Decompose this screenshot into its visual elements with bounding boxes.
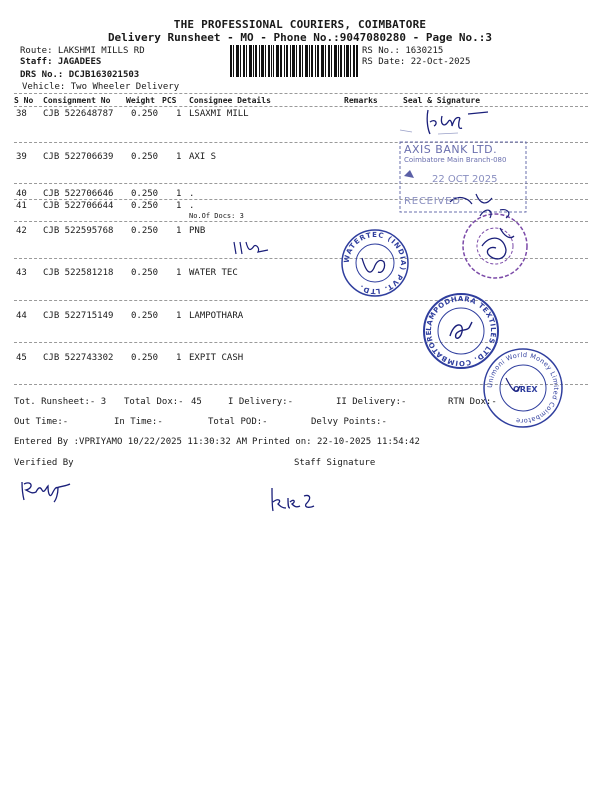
route: Route: LAKSHMI MILLS RD xyxy=(20,46,145,56)
col-pcs: PCS xyxy=(162,96,177,105)
row-sno: 43 xyxy=(16,268,27,278)
row-sno: 45 xyxy=(16,353,27,363)
row-sno: 42 xyxy=(16,226,27,236)
row-38-signature xyxy=(398,104,508,138)
row-pcs: 1 xyxy=(176,353,182,363)
row-weight: 0.250 xyxy=(131,268,159,278)
drs-no: DRS No.: DCJB163021503 xyxy=(20,70,140,80)
pnb-scribble xyxy=(232,238,272,258)
axis-bank-stamp xyxy=(398,140,528,214)
unimoni-ring-text: Unimoni World Money Limited Coimbatore xyxy=(485,350,561,426)
in-time: In Time:- xyxy=(114,417,163,427)
row-pcs: 1 xyxy=(176,152,182,162)
unimoni-stamp xyxy=(480,346,566,430)
row-consignee: PNB xyxy=(189,226,206,236)
out-time: Out Time:- xyxy=(14,417,69,427)
row-weight: 0.250 xyxy=(131,189,159,199)
col-remarks: Remarks xyxy=(344,96,378,105)
row-pcs: 1 xyxy=(176,189,182,199)
row-pcs: 1 xyxy=(176,201,182,211)
row-consignment: CJB 522595768 xyxy=(43,226,114,236)
unimoni-seal-graphic xyxy=(480,346,566,430)
watertec-stamp xyxy=(340,228,410,298)
staff-signature-label: Staff Signature xyxy=(294,458,376,468)
row-consignment: CJB 522706646 xyxy=(43,189,114,199)
row-weight: 0.250 xyxy=(131,353,159,363)
purple-seal-graphic xyxy=(460,206,530,280)
row-weight: 0.250 xyxy=(131,201,159,211)
watertec-ring-text: WATERTEC (INDIA) PVT. LTD. xyxy=(342,230,408,296)
row-note: No.Of Docs: 3 xyxy=(189,212,244,220)
row-pcs: 1 xyxy=(176,268,182,278)
row-consignment: CJB 522581218 xyxy=(43,268,114,278)
col-weight: Weight xyxy=(126,96,155,105)
row-pcs: 1 xyxy=(176,109,182,119)
row-weight: 0.250 xyxy=(131,152,159,162)
row-weight: 0.250 xyxy=(131,109,159,119)
col-sno: S No xyxy=(14,96,34,105)
rs-date: RS Date: 22-Oct-2025 xyxy=(362,57,471,67)
axis-date: 22 OCT 2025 xyxy=(432,174,498,185)
verified-by-label: Verified By xyxy=(14,458,74,468)
delvy-points: Delvy Points:- xyxy=(311,417,387,427)
row-consignment: CJB 522706644 xyxy=(43,201,114,211)
runsheet-subtitle: Delivery Runsheet - MO - Phone No.:9047080280 - Page No.:3 xyxy=(107,31,493,44)
barcode xyxy=(230,45,358,77)
row-weight: 0.250 xyxy=(131,226,159,236)
row-consignment: CJB 522706639 xyxy=(43,152,114,162)
entered-by: Entered By :VPRIYAMO 10/22/2025 11:30:32 AM xyxy=(14,437,247,447)
row-consignee: AXI S xyxy=(189,152,217,162)
total-dox-label: Total Dox:- xyxy=(124,397,184,407)
row-consignee: . xyxy=(189,189,195,199)
row-consignee: LSAXMI MILL xyxy=(189,109,249,119)
row-sno: 41 xyxy=(16,201,27,211)
watertec-seal-graphic xyxy=(340,228,410,298)
staff: Staff: JAGADEES xyxy=(20,57,102,67)
rs-no: RS No.: 1630215 xyxy=(362,46,444,56)
axis-branch: Coimbatore Main Branch-080 xyxy=(404,156,507,164)
purple-round-stamp xyxy=(460,206,530,280)
row-consignee: WATER TEC xyxy=(189,268,238,278)
company-title: THE PROFESSIONAL COURIERS, COIMBATORE xyxy=(173,18,427,31)
row-consignment: CJB 522648787 xyxy=(43,109,114,119)
ii-delivery: II Delivery:- xyxy=(336,397,407,407)
tot-runsheet: Tot. Runsheet:- 3 xyxy=(14,397,107,407)
axis-name: AXIS BANK LTD. xyxy=(404,143,498,156)
col-consignee: Consignee Details xyxy=(189,96,271,105)
row-consignee: LAMPOTHARA xyxy=(189,311,244,321)
vehicle: Vehicle: Two Wheeler Delivery xyxy=(22,82,180,92)
row-sno: 40 xyxy=(16,189,27,199)
row-sno: 39 xyxy=(16,152,27,162)
unimoni-mark: OREX xyxy=(513,385,538,394)
axis-received: RECEIVED xyxy=(404,196,461,207)
row-consignee: EXPIT CASH xyxy=(189,353,244,363)
col-seal: Seal & Signature xyxy=(403,96,481,105)
row-consignment: CJB 522743302 xyxy=(43,353,114,363)
row-consignee: . xyxy=(189,201,195,211)
total-dox-value: 45 xyxy=(191,397,202,407)
rtn-dox: RTN Dox:- xyxy=(448,397,497,407)
svg-text:WATERTEC (INDIA) PVT. LTD. xyxy=(343,231,407,295)
verified-signature xyxy=(18,474,78,504)
staff-signature xyxy=(268,484,328,514)
lampothara-ring-text: LAMPODHARA TEXTILES LTD. COIMBATORE xyxy=(424,294,498,368)
row-consignment: CJB 522715149 xyxy=(43,311,114,321)
total-pod: Total POD:- xyxy=(208,417,268,427)
row-sno: 44 xyxy=(16,311,27,321)
i-delivery: I Delivery:- xyxy=(228,397,294,407)
row-pcs: 1 xyxy=(176,311,182,321)
col-consignment: Consignment No xyxy=(43,96,111,105)
printed-on: Printed on: 22-10-2025 11:54:42 xyxy=(252,437,420,447)
row-weight: 0.250 xyxy=(131,311,159,321)
row-pcs: 1 xyxy=(176,226,182,236)
row-sno: 38 xyxy=(16,109,27,119)
